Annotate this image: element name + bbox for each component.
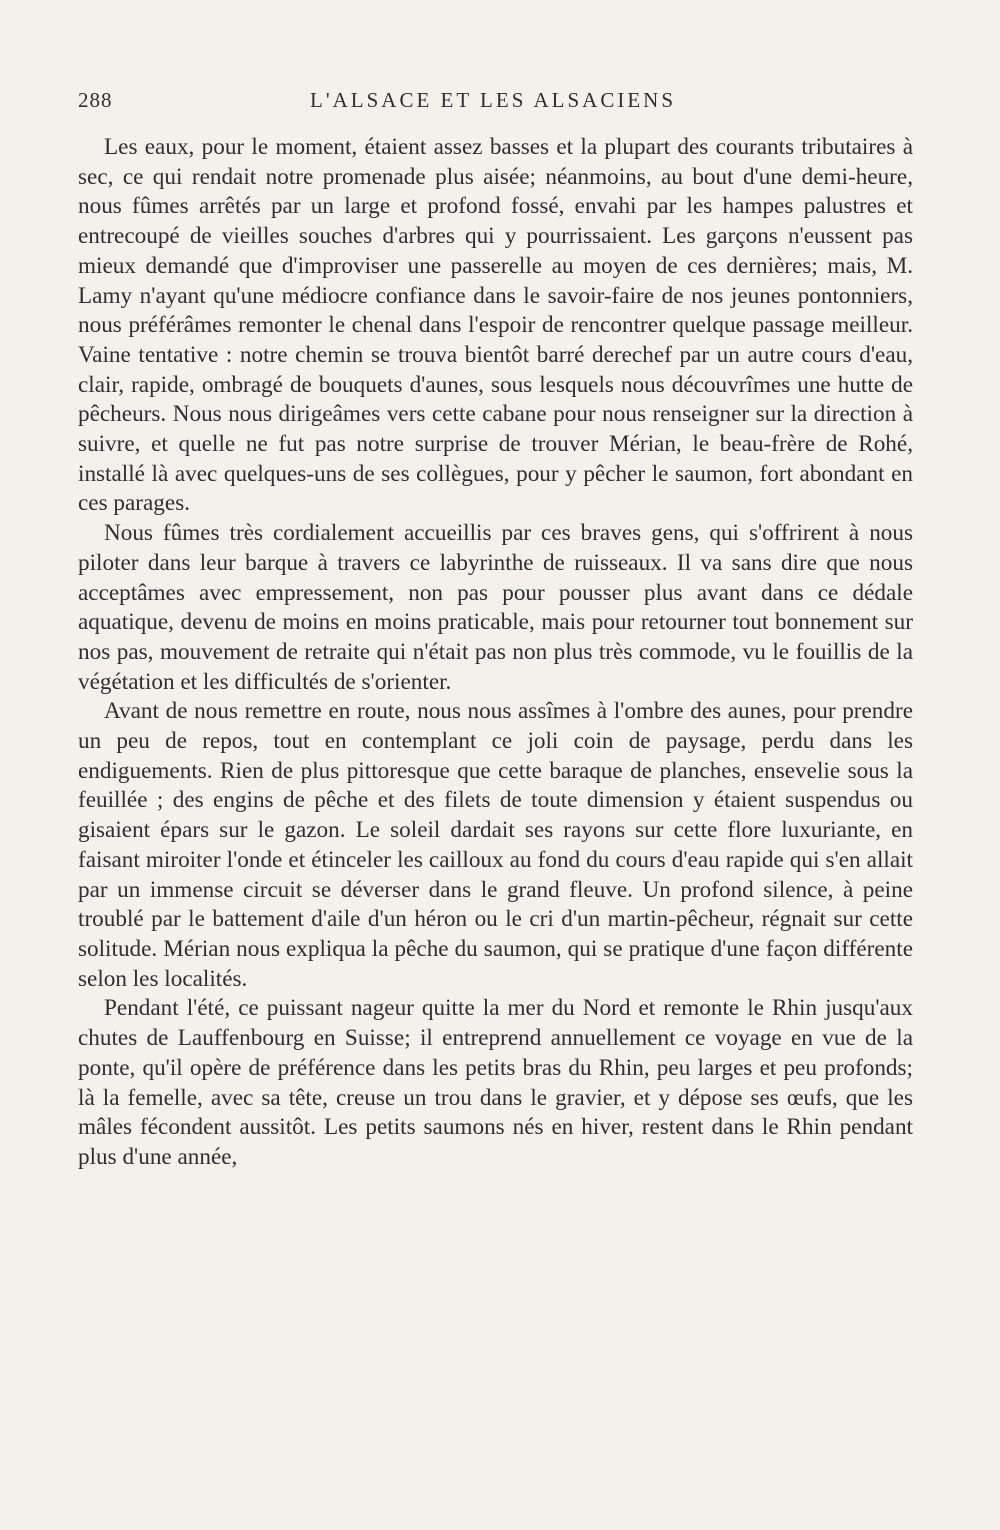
paragraph: Nous fûmes très cordialement accueillis par ces braves gens, qui s'offrirent à nous piloter dans leur barque à travers ce labyrinthe de ruisseaux. Il va sans dire que nous acceptâmes avec empressement, non pas pour pousser plus avant dans ce dédale aquatique, devenu de moins en moins praticable, mais pour retourner tout bonnement sur nos pas, mouvement de retraite qui n'était pas non plus très commode, vu le fouillis de la végétation et les difficultés de s'orienter. bbox=[78, 520, 913, 695]
paragraph: Les eaux, pour le moment, étaient assez basses et la plupart des courants tributaires à sec, ce qui rendait notre promenade plus aisée; néanmoins, au bout d'une demi-heure, nous fûmes arrêtés par un large et profond fossé, envahi par les hampes palustres et entrecoupé de vieilles souches d'arbres qui y pourrissaient. Les garçons n'eussent pas mieux demandé que d'improviser une passerelle au moyen de ces dernières; mais, M. Lamy n'ayant qu'une médiocre confiance dans le savoir-faire de nos jeunes pontonniers, nous préférâmes remonter le chenal dans l'espoir de rencontrer quelque passage meilleur. Vaine tentative : notre chemin se trouva bientôt barré derechef par un autre cours d'eau, clair, rapide, ombragé de bouquets d'aunes, sous lesquels nous découvrîmes une hutte de pêcheurs. Nous nous dirigeâmes vers cette cabane pour nous renseigner sur la direction à suivre, et quelle ne fut pas notre surprise de trouver Mérian, le beau-frère de Rohé, installé là avec quelques-uns de ses collègues, pour y pêcher le saumon, fort abondant en ces parages. bbox=[78, 134, 913, 517]
paragraph: Avant de nous remettre en route, nous nous assîmes à l'ombre des aunes, pour prendre un peu de repos, tout en contemplant ce joli coin de paysage, perdu dans les endiguements. Rien de plus pittoresque que cette baraque de planches, ensevelie sous la feuillée ; des engins de pêche et des filets de toute dimension y étaient suspendus ou gisaient épars sur le gazon. Le soleil dardait ses rayons sur cette flore luxuriante, en faisant miroiter l'onde et étinceler les cailloux au fond du cours d'eau rapide qui s'en allait par un immense circuit se déverser dans le grand fleuve. Un profond silence, à peine troublé par le battement d'aile d'un héron ou le cri d'un martin-pêcheur, régnait sur cette solitude. Mérian nous expliqua la pêche du saumon, qui se pratique d'une façon différente selon les localités. bbox=[78, 698, 913, 992]
page-number: 288 bbox=[78, 88, 113, 112]
body-text bbox=[78, 133, 913, 1173]
running-title: L'ALSACE ET LES ALSACIENS bbox=[310, 88, 676, 112]
paragraph: Pendant l'été, ce puissant nageur quitte la mer du Nord et remonte le Rhin jusqu'aux chutes de Lauffenbourg en Suisse; il entreprend annuellement ce voyage en vue de la ponte, qu'il opère de préférence dans les petits bras du Rhin, peu larges et peu profonds; là la femelle, avec sa tête, creuse un trou dans le gravier, et y dépose ses œufs, que les mâles fécondent aussitôt. Les petits saumons nés en hiver, restent dans le Rhin pendant plus d'une année, bbox=[78, 995, 913, 1170]
page-header bbox=[78, 88, 908, 120]
